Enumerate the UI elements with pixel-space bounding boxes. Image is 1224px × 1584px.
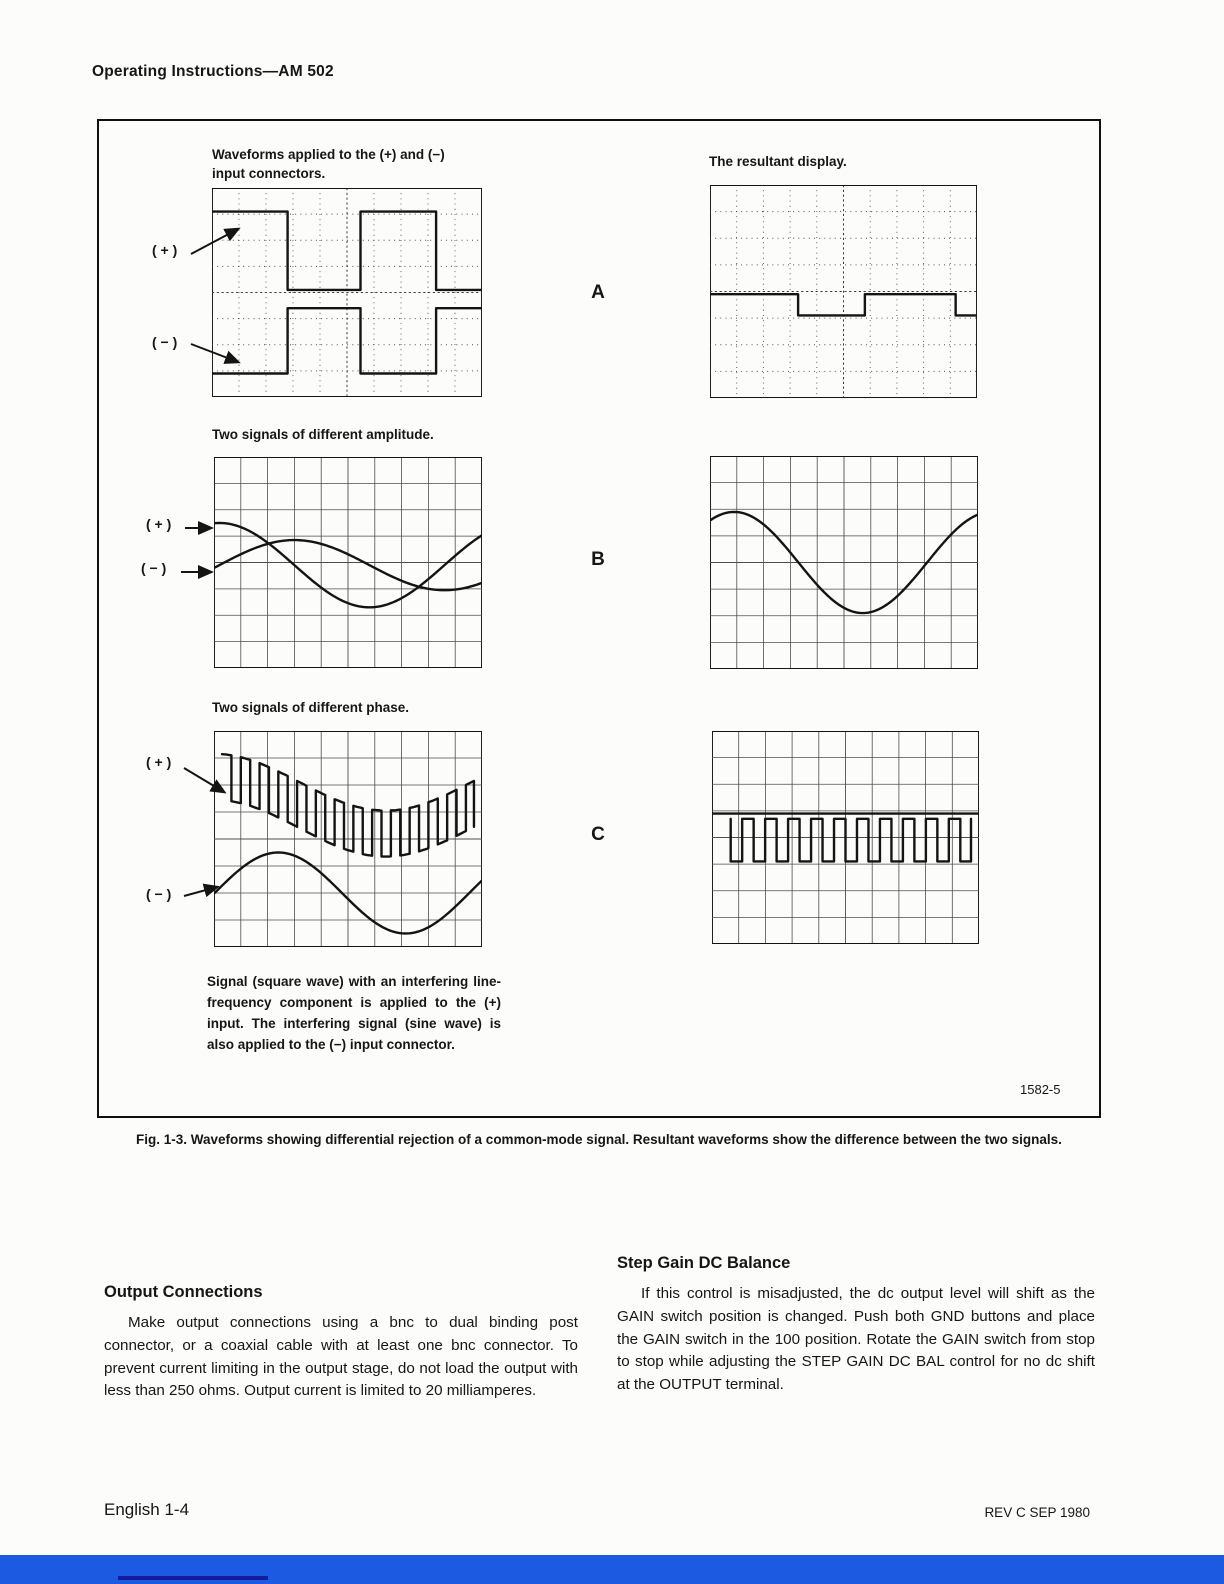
row-label-a: A <box>591 282 605 303</box>
section-body: If this control is misadjusted, the dc output level will shift as the GAIN switch position is changed. Push both GND buttons and place the GAIN switch in the 100 position. Rotate the GAIN switch from stop to stop while adjusting the STEP GAIN DC BAL control for no dc shift at the OUTPUT terminal. <box>617 1285 1095 1394</box>
blue-bar-dark-line <box>118 1576 268 1580</box>
trace-label-b-minus: ( − ) <box>141 560 167 576</box>
oscilloscope-c-resultant <box>712 731 979 944</box>
trace-label-a-plus: ( + ) <box>152 242 178 258</box>
oscilloscope-a-resultant <box>710 185 977 398</box>
caption-interfering-signal: Signal (square wave) with an interfering line-frequency component is applied to the (+) input. The interfering signal (sine wave) is also applied to the (−) input connector. <box>207 974 501 1052</box>
figure-number: 1582-5 <box>1020 1082 1061 1097</box>
trace-label-c-minus: ( − ) <box>146 886 172 902</box>
pointer-arrow-icon <box>179 563 217 581</box>
oscilloscope-b-resultant <box>710 456 978 669</box>
revision-date: REV C SEP 1980 <box>984 1505 1090 1520</box>
pointer-arrow-icon <box>182 879 224 903</box>
trace-label-c-plus: ( + ) <box>146 754 172 770</box>
row-label-b: B <box>591 549 605 570</box>
figure-box <box>97 119 1101 1118</box>
trace-label-a-minus: ( − ) <box>152 334 178 350</box>
trace-label-b-plus: ( + ) <box>146 516 172 532</box>
section-heading: Output Connections <box>104 1283 263 1301</box>
caption-phase: Two signals of different phase. <box>212 700 410 715</box>
pointer-arrow-icon <box>182 762 232 800</box>
section-output-connections <box>104 1283 578 1403</box>
caption-amplitude: Two signals of different amplitude. <box>212 427 434 442</box>
caption-resultant-display: The resultant display. <box>709 154 847 169</box>
bottom-blue-bar <box>0 1555 1224 1584</box>
pointer-arrow-icon <box>183 519 217 537</box>
row-label-c: C <box>591 824 605 845</box>
page-number: English 1-4 <box>104 1500 190 1519</box>
page-header: Operating Instructions—AM 502 <box>92 63 334 80</box>
section-step-gain-dc-balance <box>617 1254 1095 1397</box>
figure-caption: Fig. 1-3. Waveforms showing differential rejection of a common-mode signal. Resultant waveforms show the difference between the two signals. <box>136 1132 1062 1147</box>
pointer-arrow-icon <box>188 222 246 258</box>
section-body: Make output connections using a bnc to dual binding post connector, or a coaxial cable with at least one bnc connector. To prevent current limiting in the output stage, do not load the output with less than 250 ohms. Output current is limited to 20 milliamperes. <box>104 1314 578 1400</box>
pointer-arrow-icon <box>188 338 246 368</box>
section-heading: Step Gain DC Balance <box>617 1254 791 1272</box>
oscilloscope-b-input <box>214 457 482 668</box>
oscilloscope-a-input <box>212 188 482 397</box>
oscilloscope-c-input <box>214 731 482 947</box>
caption-input-waveforms: Waveforms applied to the (+) and (−) input connectors. <box>212 147 445 181</box>
